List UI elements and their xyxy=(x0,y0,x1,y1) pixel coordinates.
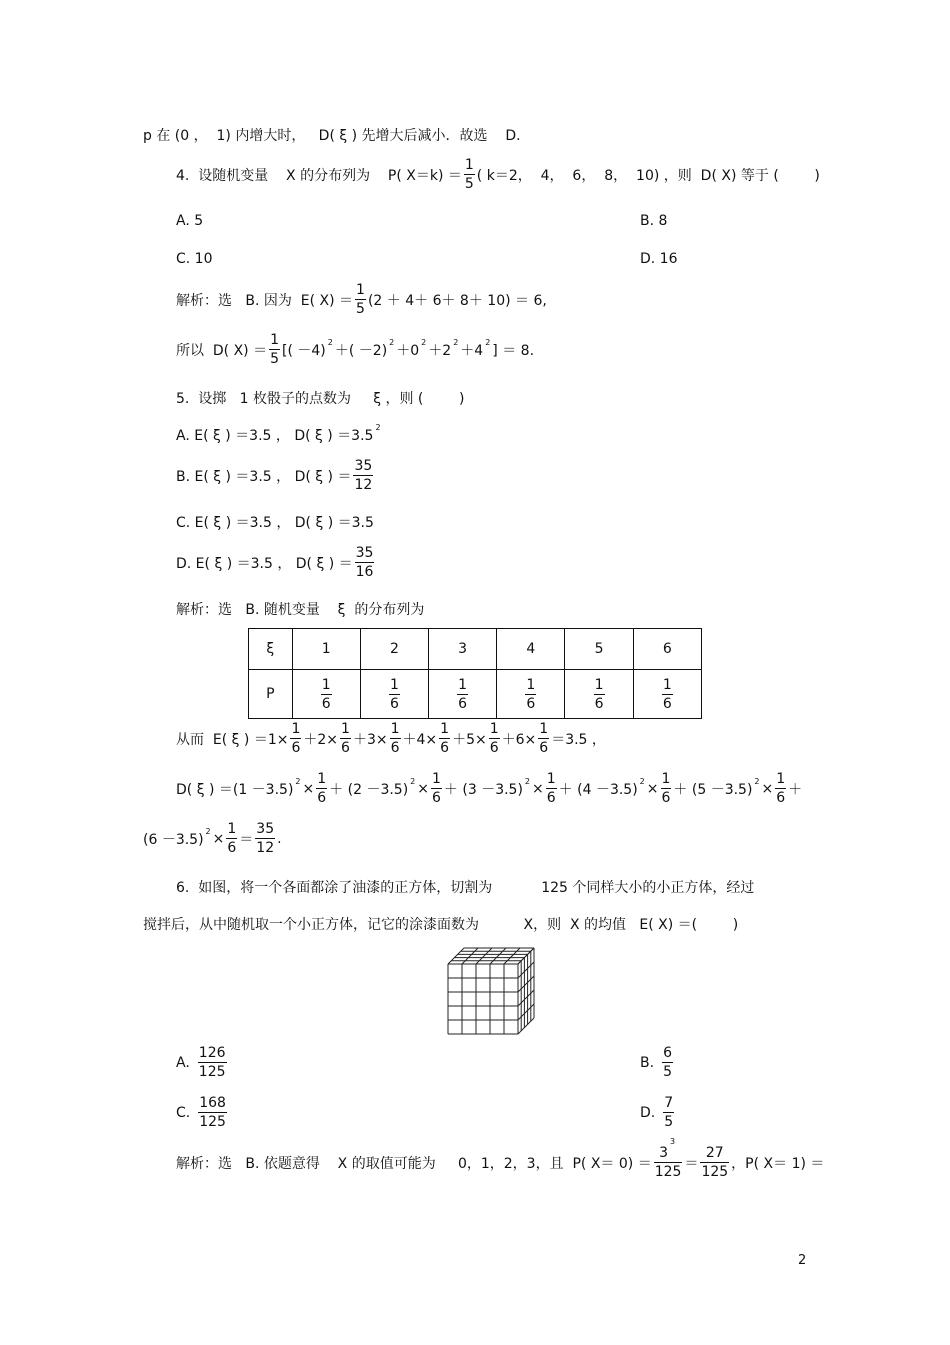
cube-grid-line xyxy=(518,1018,534,1034)
fraction: $\frac{1}{5}$ xyxy=(270,332,280,367)
option-b: B. 8 xyxy=(640,213,668,229)
table-row xyxy=(249,629,702,670)
solution-line: 所以 D( X) ＝ $\frac{1}{5}$ [( －4) $^2$ ＋( －2) $^2$ ＋0 $^2$ ＋2 $^2$ ＋4 $^2$ ] ＝ 8. xyxy=(176,332,535,367)
table-cell: 6 xyxy=(633,629,701,670)
question-6-cont: 搅拌后，从中随机取一个小正方体，记它的涂漆面数为 X，则 X 的均值 E( X) ＝( ) xyxy=(143,917,739,933)
question-5: 5. 设掷 1 枚骰子的点数为 ξ ，则 ( ) xyxy=(176,391,465,407)
solution-line: D( ξ ) ＝(1 －3.5) $^2$ × $\frac{1}{6}$ ＋ (2 －3.5) $^2$ × $\frac{1}{6}$ ＋ (3 －3.5) $^2$ × $\frac{1}{6}$ ＋ (4 －3.5) $^2$ × $\frac{1}{6}$ ＋ (5 －3.5) $^2$ × $\frac{1}{6}$ ＋ xyxy=(176,771,803,806)
fraction: $\frac{35}{16}$ xyxy=(355,545,374,580)
solution-line: 从而 E( ξ ) ＝1× $\frac{1}{6}$ ＋2× $\frac{1}{6}$ ＋3× $\frac{1}{6}$ ＋4× $\frac{1}{6}$ ＋5× $\frac{1}{6}$ ＋6× $\frac{1}{6}$ ＝3.5 ， xyxy=(176,721,606,756)
cube-front-face xyxy=(448,964,518,1034)
question-4 xyxy=(176,158,820,191)
cube-grid-line xyxy=(518,1004,534,1020)
option-a: A. $\frac{126}{125}$ xyxy=(176,1045,226,1080)
table-row xyxy=(249,670,702,719)
cube-grid-line xyxy=(518,990,534,1006)
table-cell: 3 xyxy=(429,629,497,670)
distribution-table xyxy=(248,628,702,719)
table-cell: 5 xyxy=(565,629,633,670)
table-cell: 1 xyxy=(292,629,360,670)
text: p 在 (0 ， 1) 内增大时， D( ξ ) 先增大后减小．故选 D. xyxy=(143,128,521,144)
table-cell: P xyxy=(249,670,293,719)
table-cell: $\frac{1}{6}$ xyxy=(633,670,701,719)
fraction: $\frac{35}{12}$ xyxy=(354,458,373,493)
table-cell: 4 xyxy=(497,629,565,670)
option-c: C. E( ξ ) ＝3.5 ， D( ξ ) ＝3.5 xyxy=(176,515,374,531)
cube-grid-line xyxy=(462,948,478,964)
table-cell: $\frac{1}{6}$ xyxy=(360,670,428,719)
cube-grid-line xyxy=(518,976,534,992)
text: 4. 设随机变量 X 的分布列为 P( X＝k) ＝ xyxy=(176,167,462,184)
table-cell: ξ xyxy=(249,629,293,670)
option-d: D. 16 xyxy=(640,251,678,267)
cube-grid-line xyxy=(490,948,506,964)
option-d: D. E( ξ ) ＝3.5 ， D( ξ ) ＝ $\frac{35}{16}$ xyxy=(176,545,374,580)
table-cell: $\frac{1}{6}$ xyxy=(497,670,565,719)
solution-line: 解析：选 B. 因为 E( X) ＝ $\frac{1}{5}$ (2 ＋ 4＋ 6＋ 8＋ 10) ＝ 6, xyxy=(176,282,547,317)
cube-grid-figure xyxy=(446,946,536,1036)
table-cell: 2 xyxy=(360,629,428,670)
solution-line: 解析：选 B. 随机变量 ξ 的分布列为 xyxy=(176,602,425,618)
option-d: D. $\frac{7}{5}$ xyxy=(640,1095,674,1130)
cube-grid-line xyxy=(448,948,464,964)
cube-side-face xyxy=(518,948,534,1034)
table-cell: $\frac{1}{6}$ xyxy=(292,670,360,719)
option-b: B. $\frac{6}{5}$ xyxy=(640,1045,672,1080)
cube-grid-line xyxy=(518,962,534,978)
cube-grid-line xyxy=(518,948,534,964)
text-line xyxy=(143,125,521,145)
page-number: 2 xyxy=(798,1253,807,1268)
question-6: 6. 如图，将一个各面都涂了油漆的正方体，切割为 125 个同样大小的小正方体，经过 xyxy=(176,880,755,896)
option-c: C. 10 xyxy=(176,251,213,267)
cube-grid-line xyxy=(476,948,492,964)
option-a: A. E( ξ ) ＝3.5 ， D( ξ ) ＝3.5 $^2$ xyxy=(176,423,381,444)
table-cell: $\frac{1}{6}$ xyxy=(429,670,497,719)
option-a: A. 5 xyxy=(176,213,204,229)
solution-line: 解析：选 B. 依题意得 X 的取值可能为 0，1，2，3，且 P( X＝ 0) ＝ $\frac{3^3}{125}$ ＝ $\frac{27}{125}$ ，P( X＝ 1) ＝ xyxy=(176,1137,825,1180)
table-cell: $\frac{1}{6}$ xyxy=(565,670,633,719)
solution-line: (6 －3.5) $^2$ × $\frac{1}{6}$ ＝ $\frac{35}{12}$ . xyxy=(143,821,282,856)
option-c: C. $\frac{168}{125}$ xyxy=(176,1095,226,1130)
cube-grid-line xyxy=(504,948,520,964)
fraction: $\frac{1}{5}$ xyxy=(464,157,474,192)
text: ( k＝2， 4， 6， 8， 10) ，则 D( X) 等于 ( ) xyxy=(476,167,820,184)
option-b: B. E( ξ ) ＝3.5 ， D( ξ ) ＝ $\frac{35}{12}$ xyxy=(176,458,373,493)
fraction: $\frac{1}{5}$ xyxy=(356,282,365,317)
